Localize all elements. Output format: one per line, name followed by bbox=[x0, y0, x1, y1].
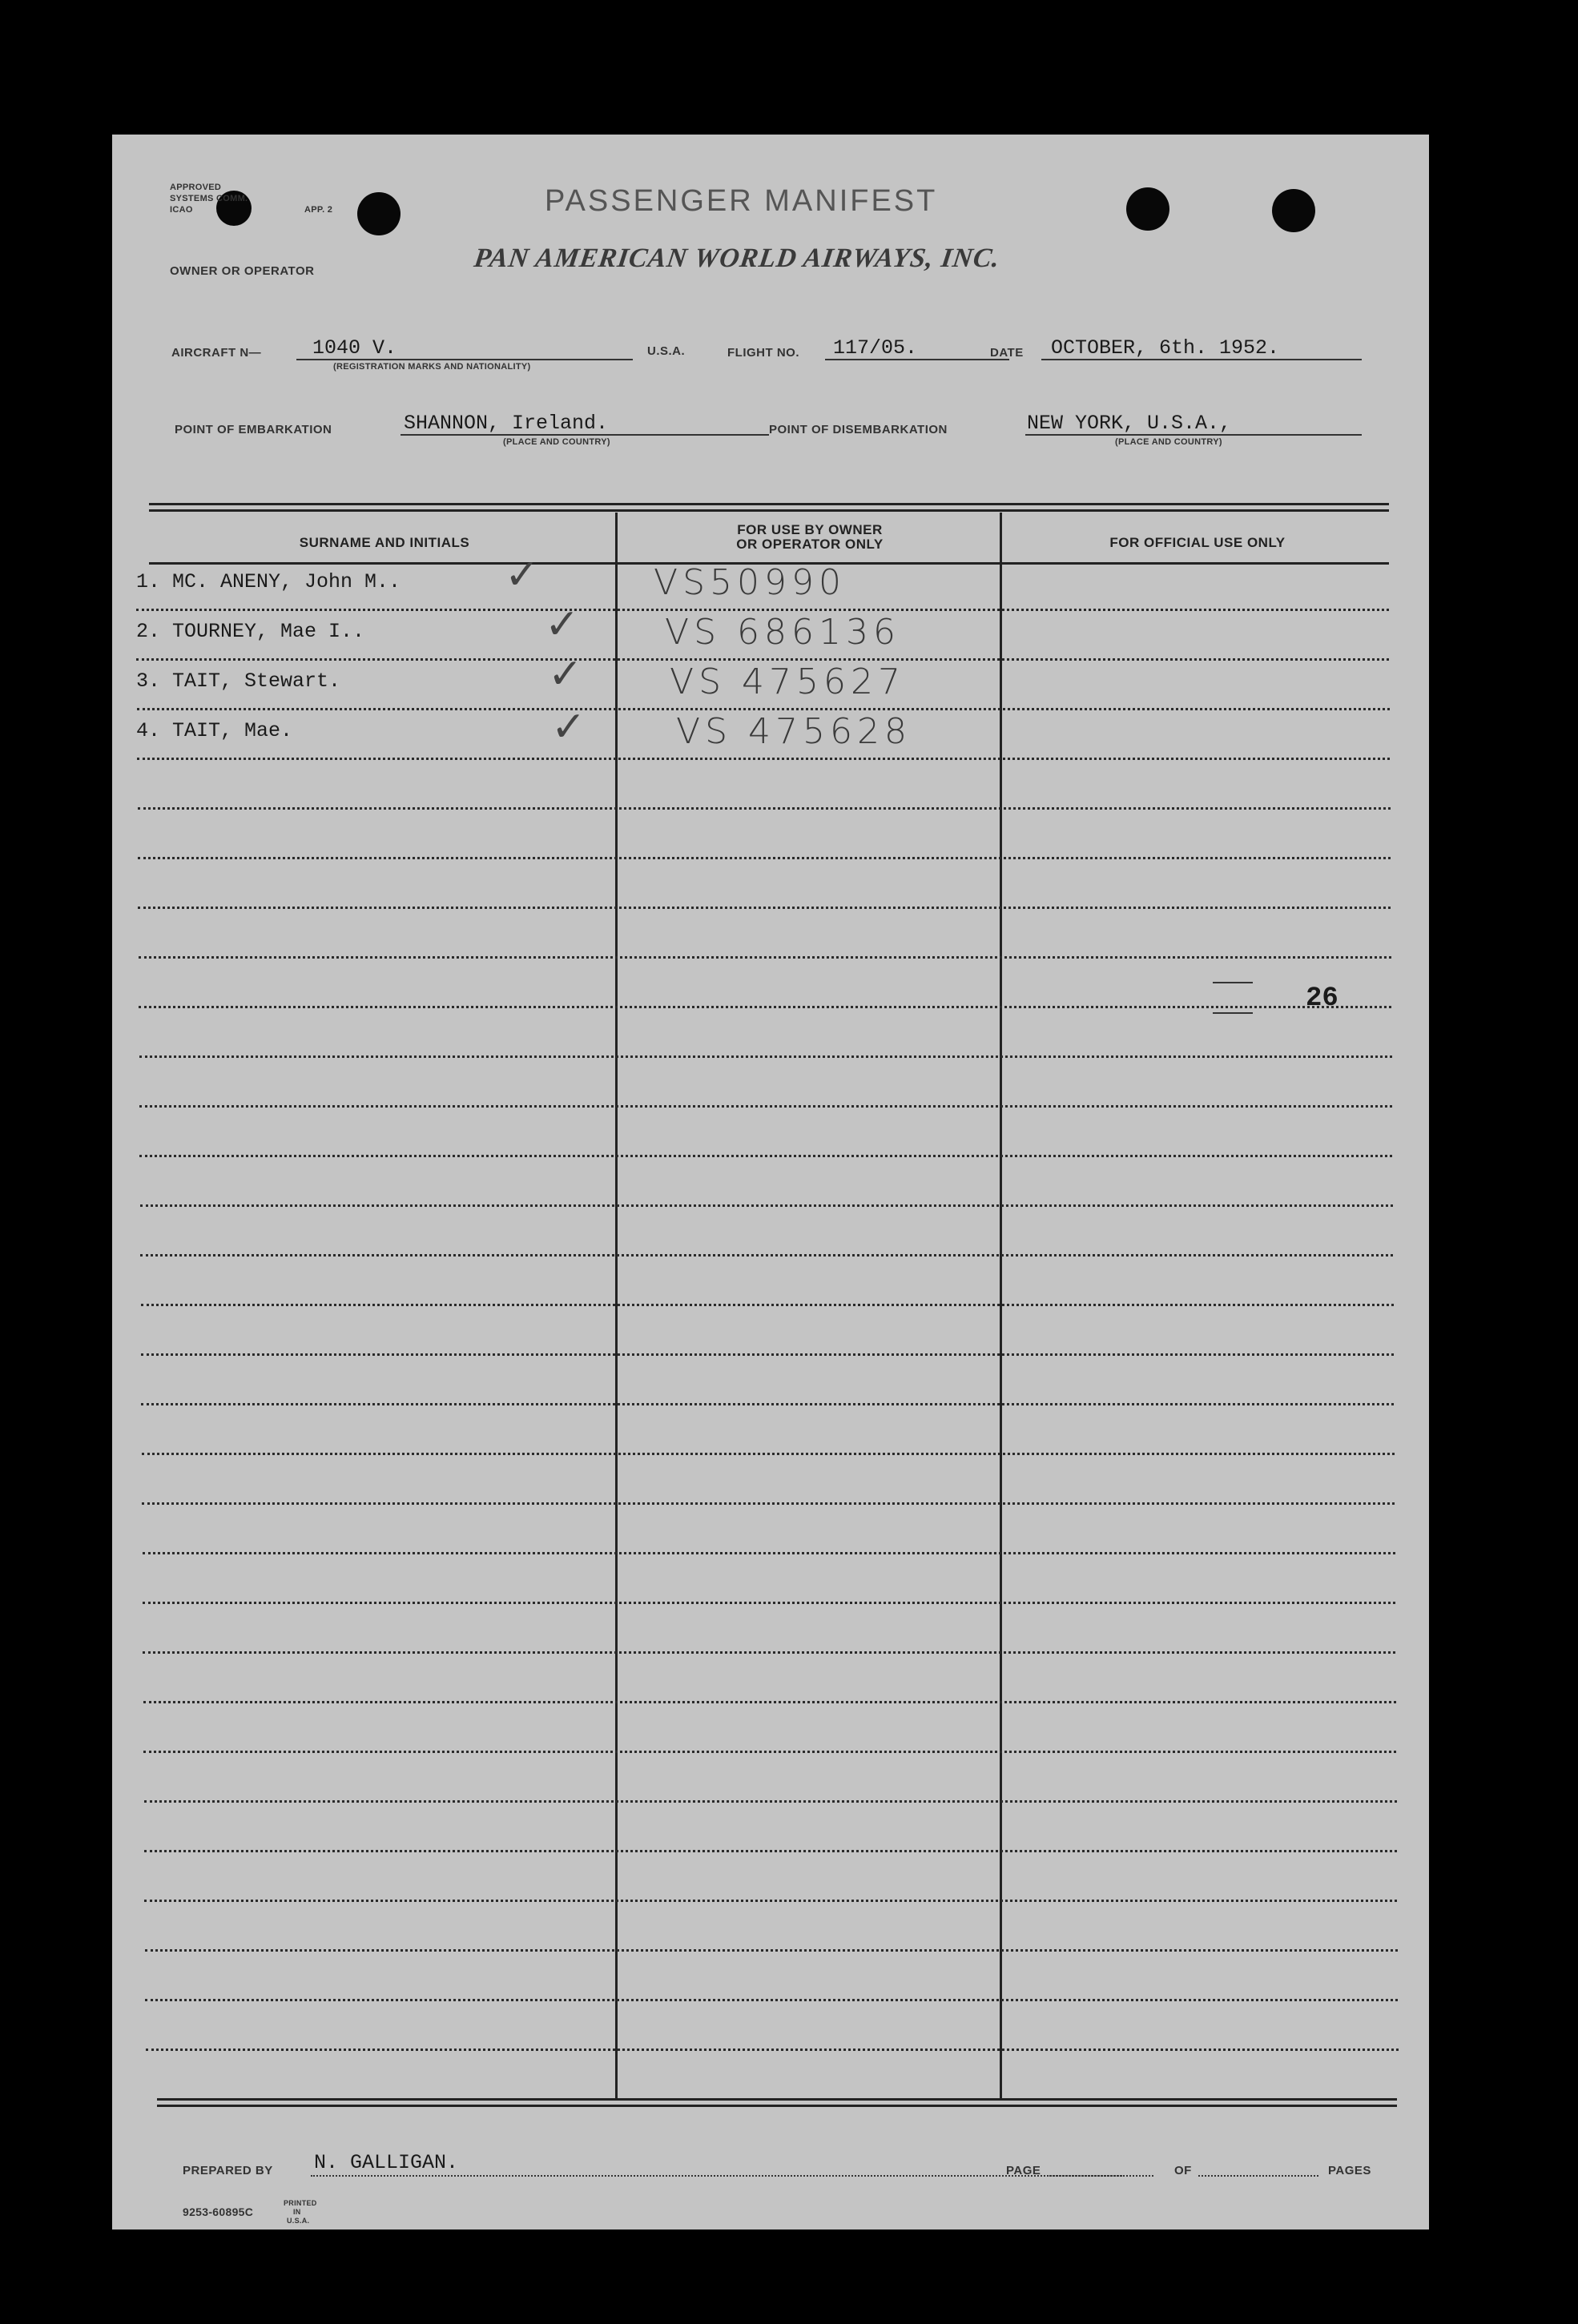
row-rule bbox=[136, 658, 1389, 661]
date-label: DATE bbox=[990, 346, 1024, 360]
passport-number: VS 475628 bbox=[676, 711, 912, 752]
row-rule bbox=[141, 1403, 1394, 1405]
header-owner-line2: OR OPERATOR ONLY bbox=[736, 537, 884, 552]
embark-caption: (PLACE AND COUNTRY) bbox=[503, 437, 610, 447]
row-rule bbox=[139, 1006, 1391, 1008]
flight-value: 117/05. bbox=[833, 336, 918, 360]
row-rule bbox=[140, 1204, 1393, 1207]
checkmark-icon: ✓ bbox=[505, 551, 540, 599]
row-rule bbox=[139, 1055, 1392, 1058]
row-rule bbox=[139, 956, 1391, 959]
embark-value: SHANNON, Ireland. bbox=[404, 412, 609, 435]
row-rule bbox=[144, 1900, 1397, 1902]
header-official: FOR OFFICIAL USE ONLY bbox=[1109, 535, 1286, 550]
disembark-underline bbox=[1025, 434, 1362, 436]
row-rule bbox=[143, 1751, 1396, 1753]
passport-number: VS 475627 bbox=[670, 661, 905, 702]
passport-number: VS50990 bbox=[654, 562, 846, 603]
punch-hole bbox=[1272, 189, 1315, 232]
row-rule bbox=[143, 1602, 1395, 1604]
page-underline bbox=[1049, 2175, 1153, 2177]
row-rule bbox=[145, 1949, 1398, 1952]
owner-label: OWNER OR OPERATOR bbox=[170, 264, 315, 278]
passenger-name: 3. TAIT, Stewart. bbox=[136, 669, 341, 693]
date-value: OCTOBER, 6th. 1952. bbox=[1051, 336, 1280, 360]
approval-line: ICAO bbox=[170, 205, 193, 215]
checkmark-icon: ✓ bbox=[548, 650, 583, 698]
flight-label: FLIGHT NO. bbox=[727, 346, 799, 360]
checkmark-icon: ✓ bbox=[545, 601, 580, 649]
row-rule bbox=[146, 2049, 1399, 2051]
date-underline bbox=[1041, 359, 1362, 360]
table-bottom-rule bbox=[157, 2098, 1397, 2101]
table-top-rule bbox=[149, 509, 1389, 512]
row-rule bbox=[144, 1800, 1397, 1803]
row-rule bbox=[139, 1105, 1392, 1108]
row-rule bbox=[143, 1651, 1395, 1654]
manifest-paper bbox=[112, 135, 1429, 2230]
prepared-underline bbox=[311, 2175, 1125, 2177]
checkmark-icon: ✓ bbox=[551, 703, 586, 751]
table-top-rule bbox=[149, 503, 1389, 505]
flight-underline bbox=[825, 359, 1009, 360]
operator-name: PAN AMERICAN WORLD AIRWAYS, INC. bbox=[472, 243, 1002, 273]
punch-hole bbox=[357, 192, 401, 235]
punch-hole bbox=[1126, 187, 1169, 231]
printed-in-line: U.S.A. bbox=[287, 2217, 310, 2225]
passport-number: VS 686136 bbox=[665, 612, 900, 653]
official-note-mark bbox=[1213, 1012, 1253, 1014]
pages-label: PAGES bbox=[1328, 2164, 1371, 2177]
row-rule bbox=[136, 609, 1389, 611]
of-label: OF bbox=[1174, 2164, 1192, 2177]
disembark-label: POINT OF DISEMBARKATION bbox=[769, 423, 948, 436]
row-rule bbox=[142, 1453, 1395, 1455]
approval-line: SYSTEMS COMM. bbox=[170, 194, 248, 203]
passenger-name: 1. MC. ANENY, John M.. bbox=[136, 570, 401, 593]
official-note: 26 bbox=[1306, 983, 1338, 1014]
approval-line: APPROVED bbox=[170, 183, 222, 192]
form-title: PASSENGER MANIFEST bbox=[545, 184, 938, 218]
row-rule bbox=[141, 1304, 1394, 1306]
row-rule bbox=[142, 1502, 1395, 1505]
form-number: 9253-60895C bbox=[183, 2205, 254, 2218]
row-rule bbox=[137, 708, 1390, 710]
row-rule bbox=[140, 1254, 1393, 1256]
printed-in-line: PRINTED bbox=[284, 2199, 317, 2207]
row-rule bbox=[139, 1155, 1392, 1157]
aircraft-label: AIRCRAFT N— bbox=[171, 346, 262, 360]
row-rule bbox=[143, 1701, 1396, 1703]
page-label: PAGE bbox=[1006, 2164, 1041, 2177]
row-rule bbox=[138, 807, 1391, 810]
disembark-value: NEW YORK, U.S.A., bbox=[1027, 412, 1232, 435]
prepared-label: PREPARED BY bbox=[183, 2164, 273, 2177]
official-note-mark bbox=[1213, 982, 1253, 983]
row-rule bbox=[138, 907, 1391, 909]
header-owner-line1: FOR USE BY OWNER bbox=[737, 522, 883, 537]
prepared-value: N. GALLIGAN. bbox=[314, 2151, 459, 2174]
table-bottom-rule bbox=[157, 2105, 1397, 2107]
header-surname: SURNAME AND INITIALS bbox=[299, 535, 470, 550]
registration-caption: (REGISTRATION MARKS AND NATIONALITY) bbox=[333, 362, 531, 372]
of-underline bbox=[1198, 2175, 1318, 2177]
approval-line: APP. 2 bbox=[304, 205, 333, 215]
row-rule bbox=[141, 1353, 1394, 1356]
printed-in-line: IN bbox=[293, 2208, 301, 2216]
passenger-name: 2. TOURNEY, Mae I.. bbox=[136, 620, 365, 643]
row-rule bbox=[143, 1552, 1395, 1554]
aircraft-value: 1040 V. bbox=[312, 336, 397, 360]
row-rule bbox=[138, 857, 1391, 859]
aircraft-underline bbox=[296, 359, 633, 360]
disembark-caption: (PLACE AND COUNTRY) bbox=[1115, 437, 1222, 447]
passenger-name: 4. TAIT, Mae. bbox=[136, 719, 293, 742]
row-rule bbox=[144, 1850, 1397, 1852]
usa-label: U.S.A. bbox=[647, 344, 686, 358]
row-rule bbox=[137, 758, 1390, 760]
row-rule bbox=[145, 1999, 1398, 2001]
embark-underline bbox=[401, 434, 769, 436]
embark-label: POINT OF EMBARKATION bbox=[175, 423, 332, 436]
